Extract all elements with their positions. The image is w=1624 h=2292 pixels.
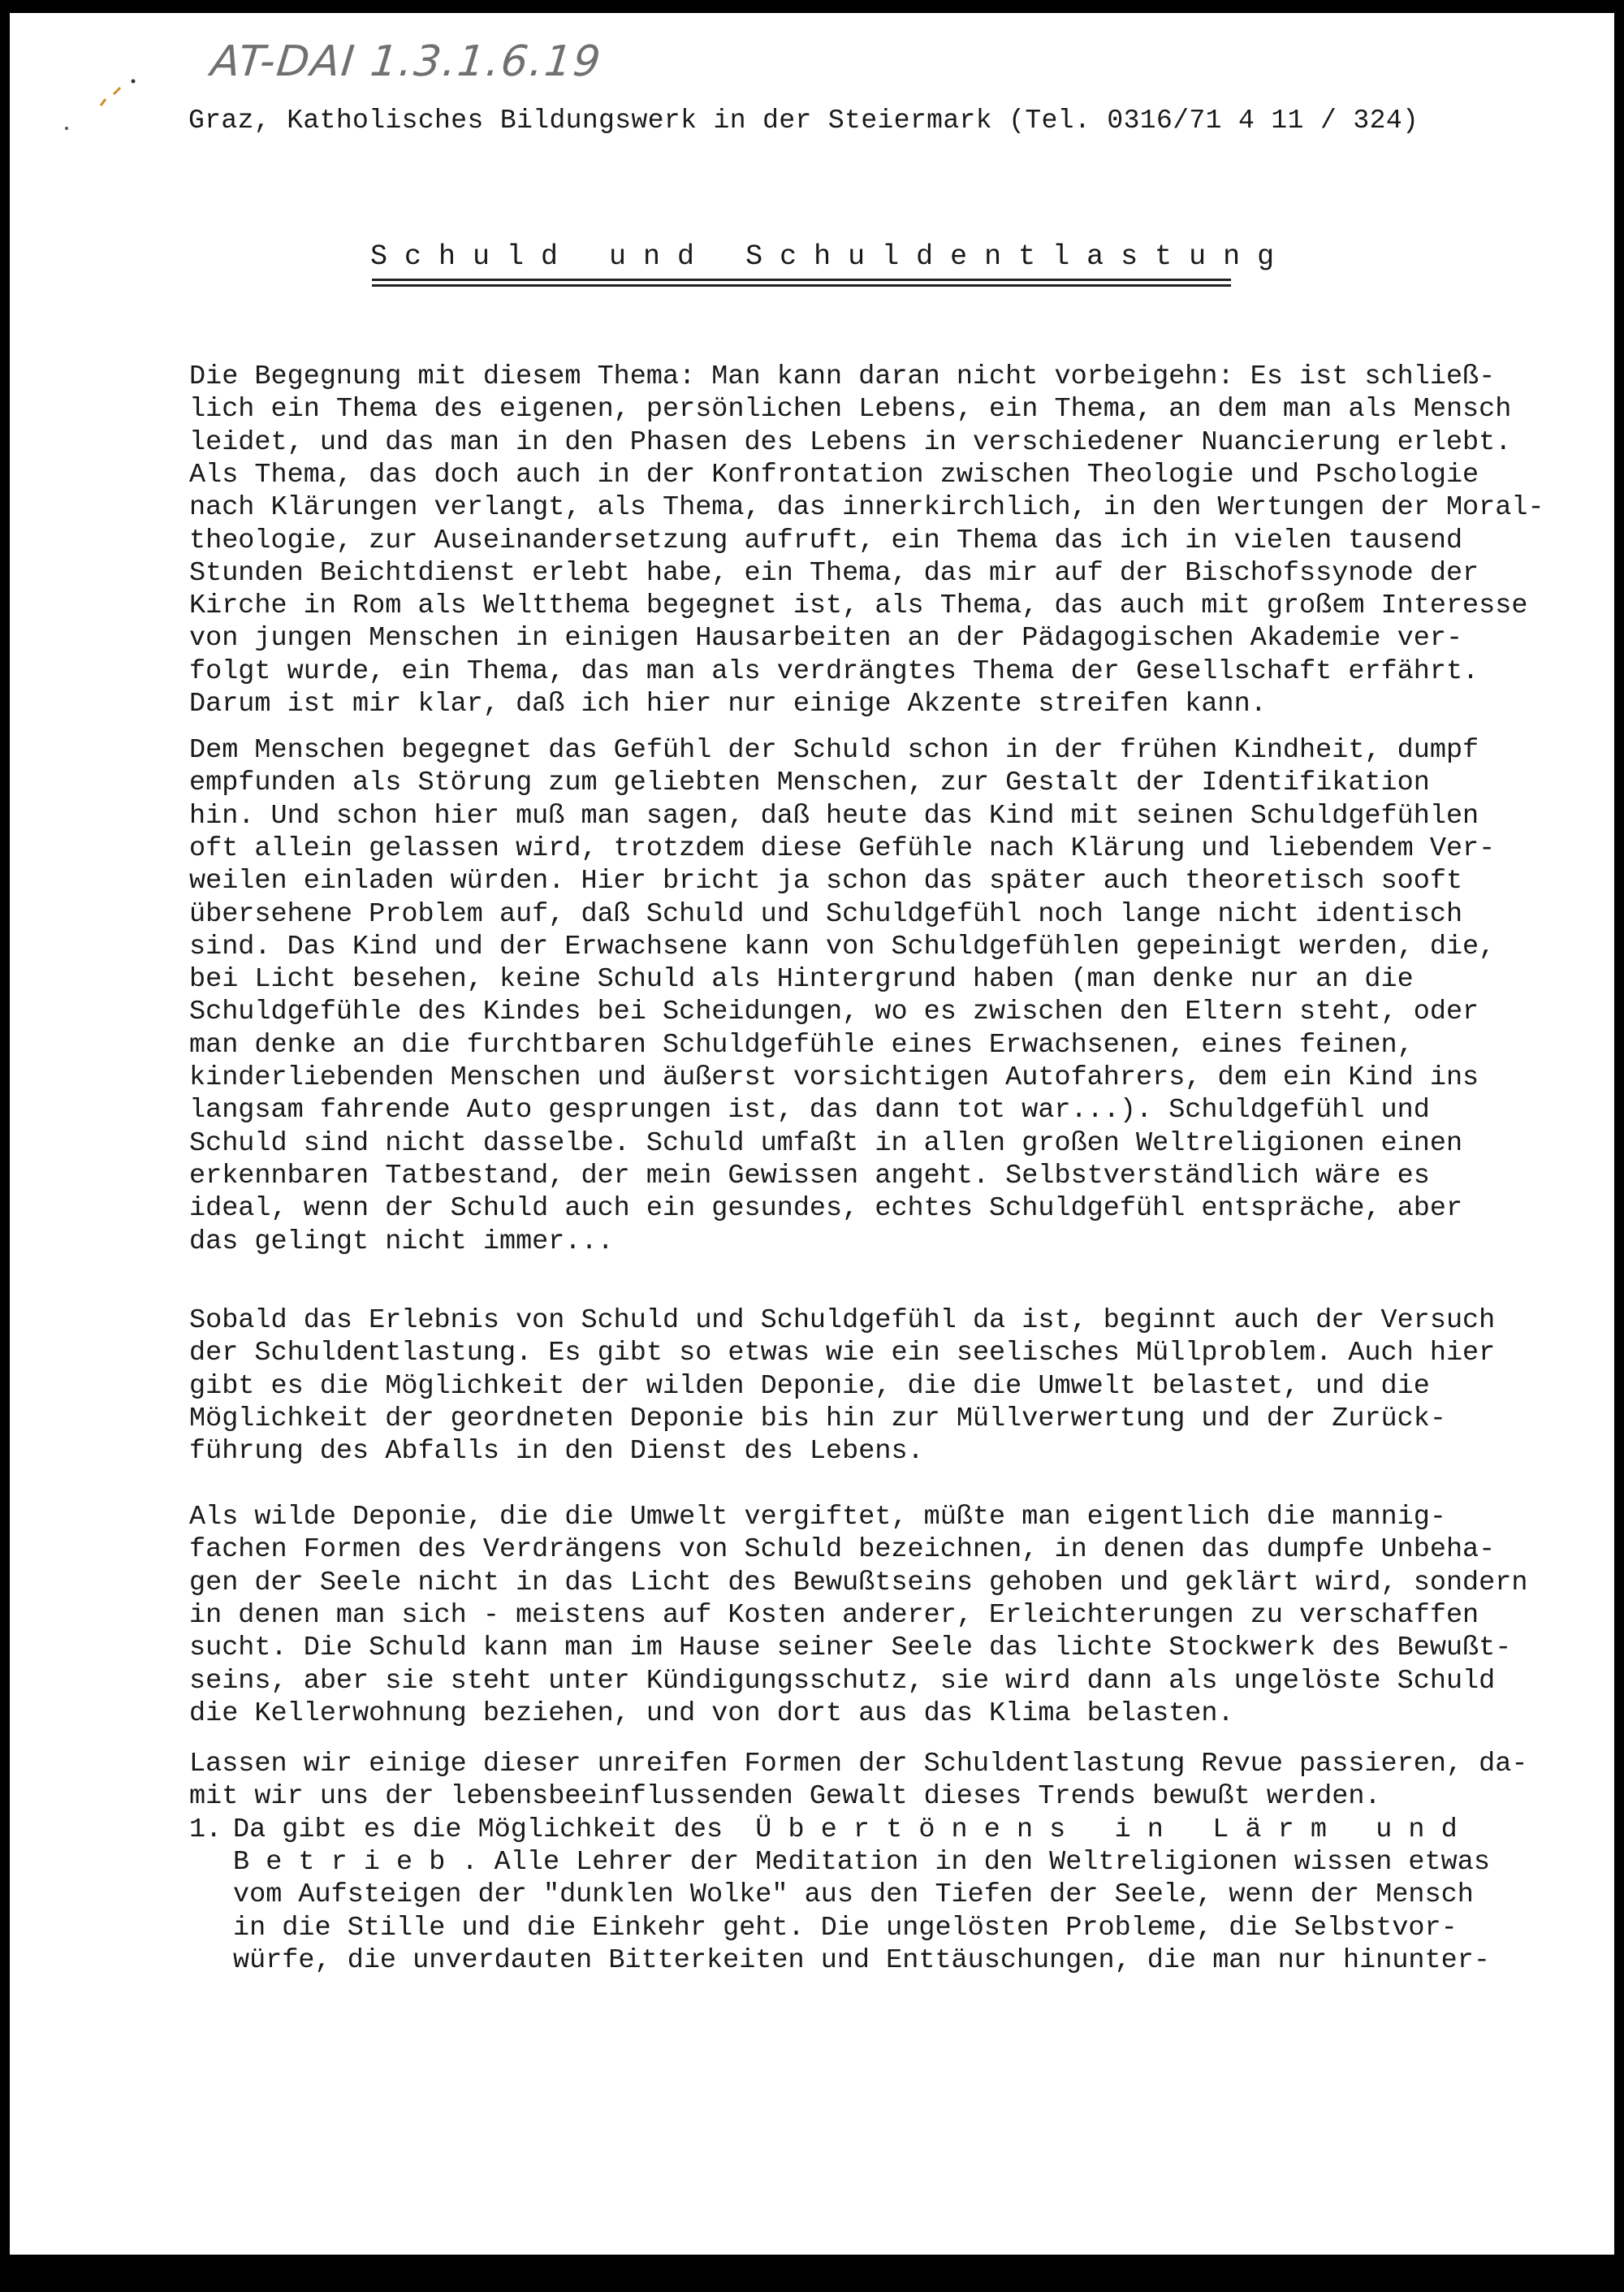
paragraph-3-line: Möglichkeit der geordneten Deponie bis hin zur Müllverwertung und der Zurück- [189,1403,1446,1434]
paragraph-2-line: kinderliebenden Menschen und äußerst vorsichtigen Autofahrers, dem ein Kind ins [189,1062,1479,1093]
paragraph-2-line: Schuld sind nicht dasselbe. Schuld umfaßt in allen großen Weltreligionen einen [189,1127,1463,1159]
paragraph-1-line: folgt wurde, ein Thema, das man als verdrängtes Thema der Gesellschaft erfährt. [189,655,1479,687]
paragraph-4-line: gen der Seele nicht in das Licht des Bewußtseins gehoben und geklärt wird, sondern [189,1567,1528,1598]
paragraph-2-line: weilen einladen würden. Hier bricht ja schon das später auch theoretisch sooft [189,866,1463,897]
paragraph-3-line: gibt es die Möglichkeit der wilden Deponie, die die Umwelt belastet, und die [189,1370,1430,1402]
paragraph-2-line: erkennbaren Tatbestand, der mein Gewissen angeht. Selbstverständlich wäre es [189,1160,1430,1191]
paragraph-2-line: hin. Und schon hier muß man sagen, daß heute das Kind mit seinen Schuldgefühlen [189,800,1479,832]
list-item-number: 1. [189,1814,222,1845]
paragraph-1-line: Als Thema, das doch auch in der Konfrontation zwischen Theologie und Pschologie [189,459,1479,491]
paragraph-2-line: Schuldgefühle des Kindes bei Scheidungen, wo es zwischen den Eltern steht, oder [189,997,1479,1028]
paragraph-1-line: Kirche in Rom als Weltthema begegnet ist, als Thema, das auch mit großem Interesse [189,590,1528,622]
paragraph-4-line: Als wilde Deponie, die die Umwelt vergiftet, müßte man eigentlich die mannig- [189,1502,1446,1533]
list-item-1-line: würfe, die unverdauten Bitterkeiten und Enttäuschungen, die man nur hinunter- [233,1944,1490,1976]
paragraph-1-line: lich ein Thema des eigenen, persönlichen Lebens, ein Thema, an dem man als Mensch [189,394,1512,426]
paragraph-1-line: Stunden Beichtdienst erlebt habe, ein Thema, das mir auf der Bischofssynode der [189,557,1479,589]
paragraph-1-line: Darum ist mir klar, daß ich hier nur einige Akzente streifen kann. [189,689,1267,720]
document-title: S c h u l d u n d S c h u l d e n t l a s t u n g [370,240,1275,273]
paragraph-1-line: von jungen Menschen in einigen Hausarbeiten an der Pädagogischen Akademie ver- [189,623,1463,655]
paragraph-2-line: empfunden als Störung zum geliebten Menschen, zur Gestalt der Identifikation [189,768,1430,799]
paragraph-5-line: mit wir uns der lebensbeeinflussenden Gewalt dieses Trends bewußt werden. [189,1781,1381,1813]
paragraph-3-line: führung des Abfalls in den Dienst des Lebens. [189,1436,924,1468]
paragraph-1-line: nach Klärungen verlangt, als Thema, das innerkirchlich, in den Wertungen der Moral- [189,492,1544,524]
paragraph-4-line: sucht. Die Schuld kann man im Hause seiner Seele das lichte Stockwerk des Bewußt- [189,1633,1512,1664]
paragraph-2-line: das gelingt nicht immer... [189,1226,614,1257]
document-page [10,13,1614,2255]
scan-marks [42,70,140,135]
paragraph-1-line: theologie, zur Auseinandersetzung aufruft, ein Thema das ich in vielen tausend [189,525,1463,556]
paragraph-4-line: in denen man sich - meistens auf Kosten anderer, Erleichterungen zu verschaffen [189,1599,1479,1631]
title-double-underline [372,279,1231,290]
list-item-1-line: in die Stille und die Einkehr geht. Die ungelösten Probleme, die Selbstvor- [233,1912,1458,1944]
paragraph-3-line: Sobald das Erlebnis von Schuld und Schuldgefühl da ist, beginnt auch der Versuch [189,1305,1496,1336]
paragraph-4-line: seins, aber sie steht unter Kündigungsschutz, sie wird dann als ungelöste Schuld [189,1665,1496,1697]
paragraph-2-line: ideal, wenn der Schuld auch ein gesundes, echtes Schuldgefühl entspräche, aber [189,1193,1463,1225]
paragraph-2-line: langsam fahrende Auto gesprungen ist, das dann tot war...). Schuldgefühl und [189,1095,1430,1127]
paragraph-4-line: die Kellerwohnung beziehen, und von dort aus das Klima belasten. [189,1697,1234,1729]
paragraph-2-line: Dem Menschen begegnet das Gefühl der Schuld schon in der frühen Kindheit, dumpf [189,735,1479,766]
paragraph-2-line: sind. Das Kind und der Erwachsene kann von Schuldgefühlen gepeinigt werden, die, [189,931,1496,962]
paragraph-5-line: Lassen wir einige dieser unreifen Formen der Schuldentlastung Revue passieren, da- [189,1749,1528,1780]
paragraph-1-line: Die Begegnung mit diesem Thema: Man kann daran nicht vorbeigehn: Es ist schließ- [189,361,1496,392]
paragraph-1-line: leidet, und das man in den Phasen des Lebens in verschiedener Nuancierung erlebt. [189,426,1512,458]
paragraph-2-line: man denke an die furchtbaren Schuldgefühle eines Erwachsenen, eines feinen, [189,1029,1414,1061]
paragraph-2-line: oft allein gelassen wird, trotzdem diese Gefühle nach Klärung und liebendem Ver- [189,832,1496,864]
archive-signature: AT-DAI 1.3.1.6.19 [208,37,605,86]
letterhead: Graz, Katholisches Bildungswerk in der Steiermark (Tel. 0316/71 4 11 / 324) [188,106,1419,136]
paragraph-2-line: übersehene Problem auf, daß Schuld und Schuldgefühl noch lange nicht identisch [189,898,1463,930]
paragraph-3-line: der Schuldentlastung. Es gibt so etwas wie ein seelisches Müllproblem. Auch hier [189,1338,1496,1369]
paragraph-4-line: fachen Formen des Verdrängens von Schuld bezeichnen, in denen das dumpfe Unbeha- [189,1534,1496,1566]
paragraph-2-line: bei Licht besehen, keine Schuld als Hintergrund haben (man denke nur an die [189,964,1414,996]
list-item-1-line: vom Aufsteigen der "dunklen Wolke" aus den Tiefen der Seele, wenn der Mensch [233,1879,1474,1911]
list-item-1-line: B e t r i e b . Alle Lehrer der Meditation in den Weltreligionen wissen etwas [233,1846,1490,1878]
list-item-1-first-line: Da gibt es die Möglichkeit des Ü b e r t ö n e n s i n L ä r m u n d [233,1814,1458,1845]
